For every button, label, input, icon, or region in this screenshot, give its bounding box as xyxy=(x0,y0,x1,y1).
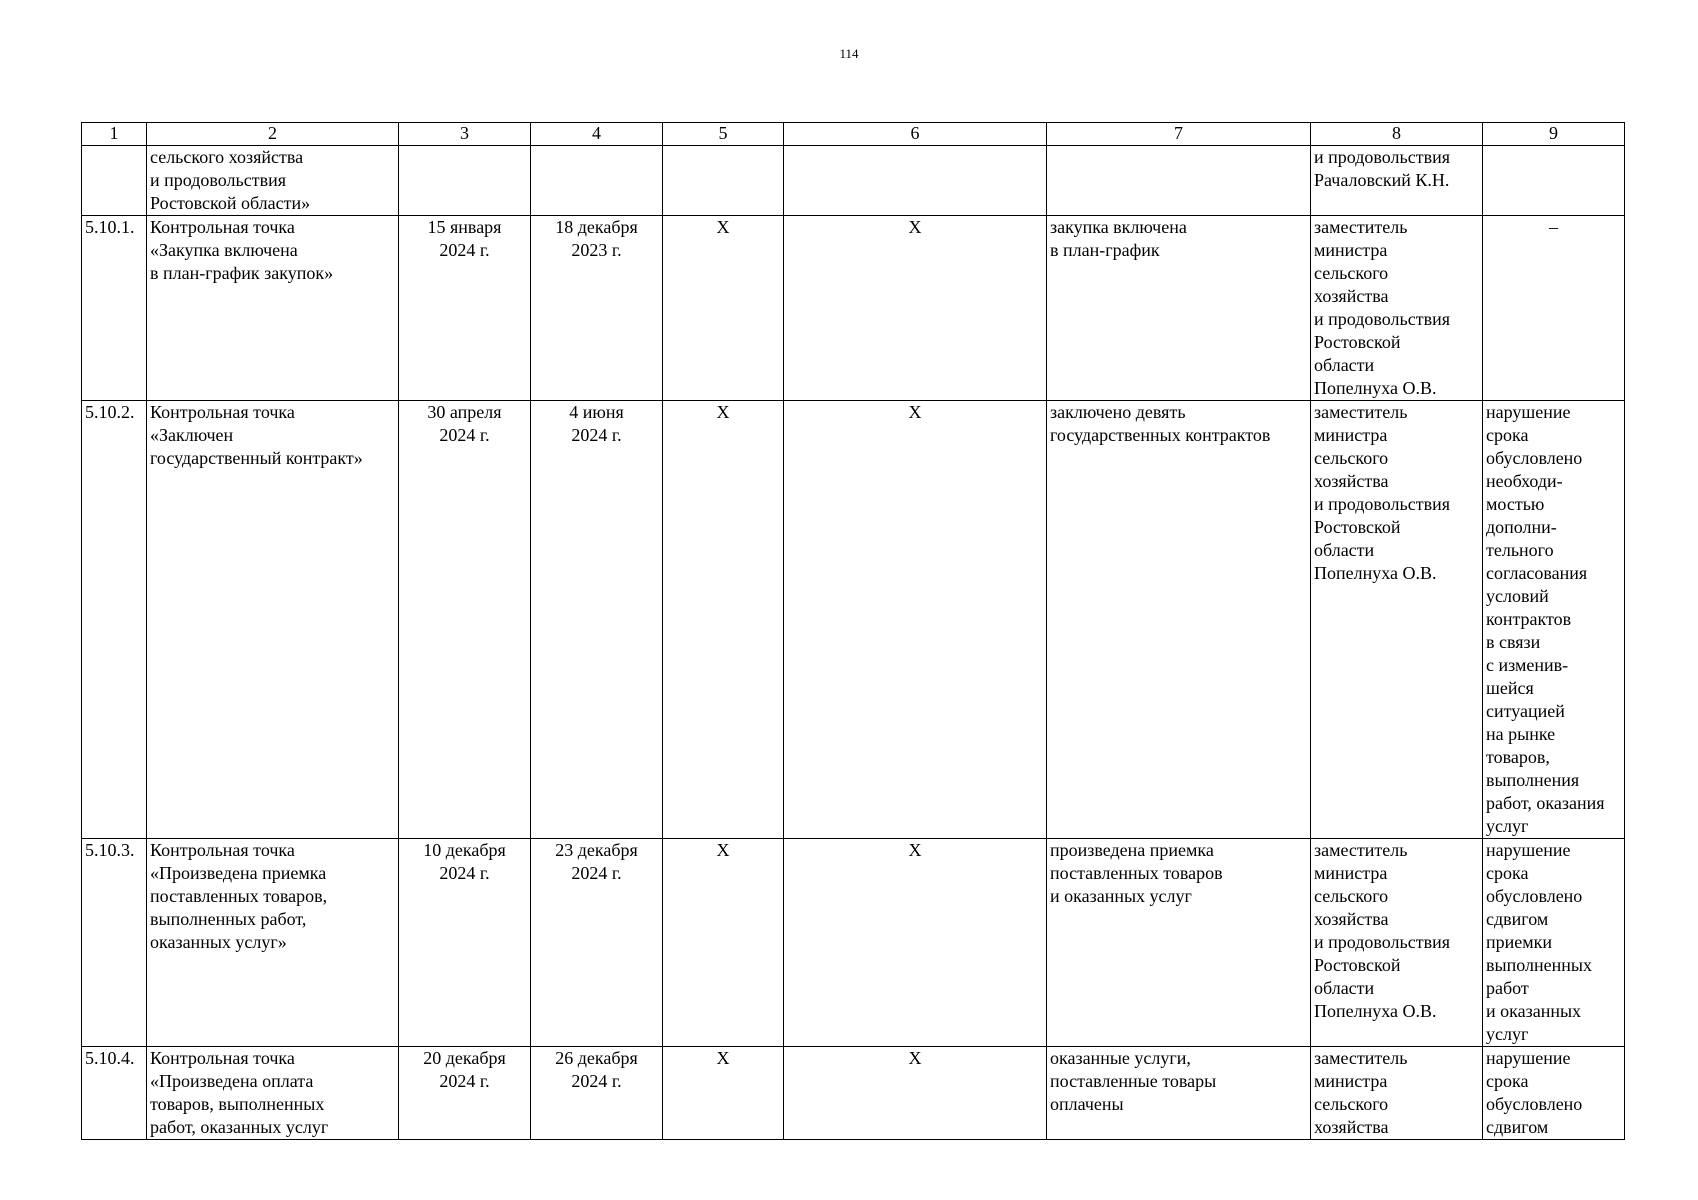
planned-date: 30 апреля 2024 г. xyxy=(399,401,531,839)
col-6-value: Х xyxy=(784,839,1047,1047)
column-header: 2 xyxy=(147,123,399,146)
row-number: 5.10.3. xyxy=(82,839,147,1047)
col-6-value: Х xyxy=(784,1047,1047,1140)
planned-date xyxy=(399,146,531,216)
event-name: Контрольная точка «Произведена приемка поставленных товаров, выполненных работ, оказанных услуг» xyxy=(147,839,399,1047)
actual-date: 23 декабря 2024 г. xyxy=(531,839,663,1047)
event-name: сельского хозяйства и продовольствия Ростовской области» xyxy=(147,146,399,216)
actual-date: 18 декабря 2023 г. xyxy=(531,216,663,401)
actual-date: 26 декабря 2024 г. xyxy=(531,1047,663,1140)
result: закупка включена в план-график xyxy=(1047,216,1311,401)
reason xyxy=(1483,146,1625,216)
col-5-value xyxy=(663,146,784,216)
responsible: заместитель министра сельского хозяйства и продовольствия Ростовской области Попелнуха О.В. xyxy=(1311,401,1483,839)
control-points-table xyxy=(81,122,1625,1140)
column-number-row xyxy=(82,123,1625,146)
col-6-value: Х xyxy=(784,216,1047,401)
row-number: 5.10.2. xyxy=(82,401,147,839)
col-5-value: Х xyxy=(663,216,784,401)
row-number xyxy=(82,146,147,216)
reason: нарушение срока обусловлено сдвигом xyxy=(1483,1047,1625,1140)
col-5-value: Х xyxy=(663,839,784,1047)
column-header: 5 xyxy=(663,123,784,146)
event-name: Контрольная точка «Заключен государственный контракт» xyxy=(147,401,399,839)
result: оказанные услуги, поставленные товары оплачены xyxy=(1047,1047,1311,1140)
row-number: 5.10.4. xyxy=(82,1047,147,1140)
column-header: 3 xyxy=(399,123,531,146)
column-header: 9 xyxy=(1483,123,1625,146)
table-row xyxy=(82,1047,1625,1140)
col-6-value: Х xyxy=(784,401,1047,839)
event-name: Контрольная точка «Произведена оплата товаров, выполненных работ, оказанных услуг xyxy=(147,1047,399,1140)
actual-date xyxy=(531,146,663,216)
result: произведена приемка поставленных товаров и оказанных услуг xyxy=(1047,839,1311,1047)
reason: нарушение срока обусловлено сдвигом приемки выполненных работ и оказанных услуг xyxy=(1483,839,1625,1047)
page-number: 114 xyxy=(839,46,859,61)
result: заключено девять государственных контрактов xyxy=(1047,401,1311,839)
event-name: Контрольная точка «Закупка включена в план-график закупок» xyxy=(147,216,399,401)
table-row xyxy=(82,401,1625,839)
actual-date: 4 июня 2024 г. xyxy=(531,401,663,839)
responsible: заместитель министра сельского хозяйства и продовольствия Ростовской области Попелнуха О.В. xyxy=(1311,216,1483,401)
result xyxy=(1047,146,1311,216)
reason: нарушение срока обусловлено необходи- мостью дополни- тельного согласования условий контрактов в связи с изменив- шейся ситуацией на рынке товаров, выполнения работ, оказания услуг xyxy=(1483,401,1625,839)
responsible: и продовольствия Рачаловский К.Н. xyxy=(1311,146,1483,216)
responsible: заместитель министра сельского хозяйства xyxy=(1311,1047,1483,1140)
column-header: 8 xyxy=(1311,123,1483,146)
col-5-value: Х xyxy=(663,401,784,839)
column-header: 4 xyxy=(531,123,663,146)
column-header: 7 xyxy=(1047,123,1311,146)
table-row xyxy=(82,146,1625,216)
planned-date: 15 января 2024 г. xyxy=(399,216,531,401)
column-header: 6 xyxy=(784,123,1047,146)
planned-date: 10 декабря 2024 г. xyxy=(399,839,531,1047)
column-header: 1 xyxy=(82,123,147,146)
row-number: 5.10.1. xyxy=(82,216,147,401)
responsible: заместитель министра сельского хозяйства и продовольствия Ростовской области Попелнуха О.В. xyxy=(1311,839,1483,1047)
planned-date: 20 декабря 2024 г. xyxy=(399,1047,531,1140)
table-row xyxy=(82,839,1625,1047)
col-5-value: Х xyxy=(663,1047,784,1140)
col-6-value xyxy=(784,146,1047,216)
table-row xyxy=(82,216,1625,401)
reason: – xyxy=(1483,216,1625,401)
